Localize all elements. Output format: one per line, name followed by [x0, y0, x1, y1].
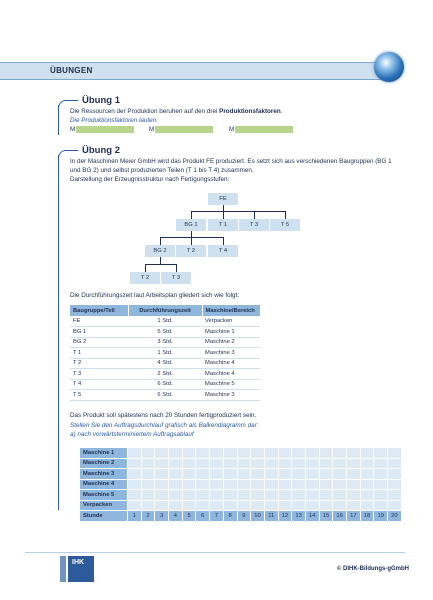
- gantt-hour-number: 2: [141, 511, 155, 522]
- tree-link: [223, 211, 224, 219]
- gantt-cell[interactable]: [182, 458, 196, 469]
- answer-field-2-prefix: M: [149, 126, 155, 134]
- gantt-row-label: Maschine 1: [80, 448, 128, 459]
- exercise-2-title: Übung 2: [82, 145, 120, 156]
- gantt-hour-number: 1: [128, 511, 142, 522]
- table-cell: 1 Std.: [128, 348, 202, 359]
- gantt-hours-row: [80, 511, 402, 522]
- gantt-cell[interactable]: [347, 490, 361, 501]
- exercise-1-text: [70, 107, 282, 116]
- gantt-cell[interactable]: [223, 448, 237, 459]
- gantt-hour-number: 10: [251, 511, 265, 522]
- gantt-hour-number: 13: [292, 511, 306, 522]
- table-cell: T 3: [70, 369, 128, 380]
- gantt-cell[interactable]: [347, 469, 361, 480]
- gantt-cell[interactable]: [223, 490, 237, 501]
- gantt-cell[interactable]: [196, 469, 210, 480]
- gantt-cell[interactable]: [182, 469, 196, 480]
- table-cell: Maschine 5: [202, 379, 260, 390]
- gantt-cell[interactable]: [155, 469, 169, 480]
- gantt-cell[interactable]: [360, 469, 374, 480]
- gantt-cell[interactable]: [169, 448, 183, 459]
- gantt-cell[interactable]: [141, 469, 155, 480]
- gantt-cell[interactable]: [319, 448, 333, 459]
- tree-node-fe: FE: [208, 193, 238, 205]
- gantt-cell[interactable]: [292, 500, 306, 511]
- exercise-2-intro-1: In der Maschinen Meier GmbH wird das Produkt FE produziert. Es setzt sich aus verschiedenen Baugruppen (BG 1: [70, 158, 392, 165]
- exercise-1-prompt: Die Produktionsfaktoren lauten:: [70, 117, 158, 124]
- table-cell: Maschine 1: [202, 327, 260, 338]
- gantt-cell[interactable]: [251, 500, 265, 511]
- exercise-2-intro-2: und BG 2) und selbst produzierten Teilen (T 1 bis T 4) zusammen.: [70, 167, 254, 174]
- gantt-cell[interactable]: [347, 479, 361, 490]
- gantt-cell[interactable]: [388, 500, 402, 511]
- deadline-text: Das Produkt soll spätestens nach 20 Stunden fertigproduziert sein.: [70, 412, 257, 419]
- gantt-cell[interactable]: [292, 469, 306, 480]
- gantt-cell[interactable]: [264, 490, 278, 501]
- table-cell: Maschine 2: [202, 337, 260, 348]
- answer-field-1-input[interactable]: [76, 126, 134, 133]
- table-row: [70, 379, 260, 390]
- tree-node-bg2: BG 2: [145, 245, 175, 257]
- gantt-cell[interactable]: [264, 500, 278, 511]
- gantt-cell[interactable]: [182, 490, 196, 501]
- gantt-cell[interactable]: [374, 458, 388, 469]
- gantt-cell[interactable]: [251, 458, 265, 469]
- tree-node-t4: T 4: [208, 245, 238, 257]
- gantt-cell[interactable]: [347, 458, 361, 469]
- gantt-cell[interactable]: [333, 458, 347, 469]
- gantt-cell[interactable]: [237, 490, 251, 501]
- section-title: ÜBUNGEN: [50, 66, 93, 75]
- gantt-cell[interactable]: [141, 500, 155, 511]
- gantt-cell[interactable]: [319, 458, 333, 469]
- tree-link: [191, 211, 192, 219]
- gantt-cell[interactable]: [388, 458, 402, 469]
- tree-link: [145, 264, 177, 265]
- exercise-1-title: Übung 1: [82, 95, 120, 106]
- gantt-cell[interactable]: [374, 500, 388, 511]
- tree-link: [145, 264, 146, 272]
- gantt-cell[interactable]: [210, 490, 224, 501]
- gantt-cell[interactable]: [128, 448, 142, 459]
- exercise-2-intro-3: Darstellung der Erzeugnisstruktur nach Fertigungsstufen:: [70, 176, 230, 183]
- table-cell: BG 2: [70, 337, 128, 348]
- gantt-cell[interactable]: [319, 479, 333, 490]
- gantt-cell[interactable]: [128, 458, 142, 469]
- gantt-cell[interactable]: [347, 500, 361, 511]
- tree-node-bg1: BG 1: [176, 219, 206, 231]
- gantt-cell[interactable]: [182, 479, 196, 490]
- table-header-cell: Maschine/Bereich: [202, 305, 260, 316]
- gantt-cell[interactable]: [223, 458, 237, 469]
- gantt-cell[interactable]: [333, 448, 347, 459]
- gantt-cell[interactable]: [237, 448, 251, 459]
- gantt-cell[interactable]: [305, 490, 319, 501]
- gantt-hour-number: 16: [333, 511, 347, 522]
- table-cell: 4 Std.: [128, 358, 202, 369]
- tree-link: [191, 211, 285, 212]
- table-header-row: [70, 305, 260, 316]
- gantt-cell[interactable]: [305, 458, 319, 469]
- tree-link: [223, 237, 224, 245]
- gantt-hour-number: 7: [210, 511, 224, 522]
- gantt-hour-number: 4: [169, 511, 183, 522]
- table-row: [70, 327, 260, 338]
- gantt-grid[interactable]: [79, 447, 402, 522]
- gantt-hour-number: 14: [305, 511, 319, 522]
- gantt-cell[interactable]: [237, 479, 251, 490]
- gantt-cell[interactable]: [196, 479, 210, 490]
- table-cell: T 1: [70, 348, 128, 359]
- gantt-cell[interactable]: [292, 448, 306, 459]
- table-cell: Maschine 3: [202, 348, 260, 359]
- table-cell: Maschine 4: [202, 358, 260, 369]
- gantt-cell[interactable]: [360, 479, 374, 490]
- gantt-cell[interactable]: [182, 500, 196, 511]
- gantt-cell[interactable]: [210, 469, 224, 480]
- gantt-cell[interactable]: [237, 458, 251, 469]
- gantt-hour-number: 20: [388, 511, 402, 522]
- table-cell: 2 Std.: [128, 369, 202, 380]
- gantt-cell[interactable]: [333, 479, 347, 490]
- gantt-hour-number: 15: [319, 511, 333, 522]
- exercise-2-line: [58, 155, 59, 510]
- gantt-hour-number: 9: [237, 511, 251, 522]
- gantt-cell[interactable]: [196, 458, 210, 469]
- header-orb-icon: [374, 52, 404, 82]
- table-row: [70, 337, 260, 348]
- gantt-cell[interactable]: [305, 500, 319, 511]
- gantt-cell[interactable]: [319, 490, 333, 501]
- gantt-cell[interactable]: [155, 458, 169, 469]
- gantt-cell[interactable]: [305, 479, 319, 490]
- gantt-cell[interactable]: [210, 458, 224, 469]
- table-row: [70, 369, 260, 380]
- gantt-cell[interactable]: [182, 448, 196, 459]
- gantt-hour-number: 12: [278, 511, 292, 522]
- ihk-logo: [68, 556, 94, 582]
- gantt-cell[interactable]: [210, 448, 224, 459]
- copyright: © DIHK-Bildungs-gGmbH: [336, 566, 409, 572]
- gantt-cell[interactable]: [251, 479, 265, 490]
- gantt-cell[interactable]: [169, 458, 183, 469]
- gantt-cell[interactable]: [128, 500, 142, 511]
- gantt-cell[interactable]: [347, 448, 361, 459]
- gantt-cell[interactable]: [141, 448, 155, 459]
- gantt-cell[interactable]: [141, 479, 155, 490]
- table-cell: 6 Std.: [128, 379, 202, 390]
- exercise-1-text-pre: Die Ressourcen der Produktion beruhen auf den drei: [70, 108, 220, 115]
- table-cell: BG 1: [70, 327, 128, 338]
- table-header-cell: Baugruppe/Teil: [70, 305, 128, 316]
- answer-field-1[interactable]: [70, 126, 134, 133]
- gantt-cell[interactable]: [128, 469, 142, 480]
- tree-node-t1: T 1: [208, 219, 238, 231]
- gantt-cell[interactable]: [360, 500, 374, 511]
- table-cell: 6 Std.: [128, 390, 202, 401]
- gantt-row: [80, 448, 402, 459]
- gantt-row: [80, 479, 402, 490]
- table-cell: FE: [70, 316, 128, 327]
- gantt-cell[interactable]: [196, 448, 210, 459]
- gantt-cell[interactable]: [360, 458, 374, 469]
- gantt-cell[interactable]: [388, 479, 402, 490]
- gantt-cell[interactable]: [333, 469, 347, 480]
- gantt-cell[interactable]: [210, 500, 224, 511]
- gantt-hours-label: Stunde: [80, 511, 128, 522]
- gantt-cell[interactable]: [319, 469, 333, 480]
- gantt-row: [80, 469, 402, 480]
- gantt-cell[interactable]: [360, 490, 374, 501]
- gantt-cell[interactable]: [251, 469, 265, 480]
- gantt-cell[interactable]: [278, 448, 292, 459]
- gantt-cell[interactable]: [374, 448, 388, 459]
- exercise-1-line: [58, 105, 59, 135]
- answer-field-3-input[interactable]: [235, 126, 293, 133]
- gantt-cell[interactable]: [333, 500, 347, 511]
- tree-node-t3-sub: T 3: [161, 272, 191, 284]
- gantt-cell[interactable]: [292, 458, 306, 469]
- gantt-cell[interactable]: [278, 500, 292, 511]
- gantt-cell[interactable]: [388, 490, 402, 501]
- gantt-row-label: Verpacken: [80, 500, 128, 511]
- gantt-cell[interactable]: [141, 490, 155, 501]
- gantt-cell[interactable]: [237, 469, 251, 480]
- gantt-hour-number: 3: [155, 511, 169, 522]
- gantt-cell[interactable]: [333, 490, 347, 501]
- gantt-hour-number: 17: [347, 511, 361, 522]
- gantt-cell[interactable]: [196, 500, 210, 511]
- answer-field-3-prefix: M: [229, 126, 235, 134]
- gantt-cell[interactable]: [169, 490, 183, 501]
- gantt-cell[interactable]: [128, 479, 142, 490]
- answer-field-3[interactable]: [229, 126, 293, 133]
- answer-field-1-prefix: M: [70, 126, 76, 134]
- tree-link: [191, 237, 192, 245]
- table-cell: 3 Std.: [128, 337, 202, 348]
- table-cell: Maschine 4: [202, 369, 260, 380]
- gantt-cell[interactable]: [251, 448, 265, 459]
- gantt-row-label: Maschine 4: [80, 479, 128, 490]
- table-cell: 5 Std.: [128, 327, 202, 338]
- table-cell: T 2: [70, 358, 128, 369]
- table-cell: T 4: [70, 379, 128, 390]
- gantt-cell[interactable]: [360, 448, 374, 459]
- gantt-hour-number: 11: [264, 511, 278, 522]
- tree-node-t3: T 3: [239, 219, 269, 231]
- gantt-cell[interactable]: [292, 490, 306, 501]
- gantt-cell[interactable]: [305, 448, 319, 459]
- logo-text: IHK: [72, 559, 85, 566]
- gantt-row: [80, 458, 402, 469]
- gantt-cell[interactable]: [223, 500, 237, 511]
- gantt-row-label: Maschine 3: [80, 469, 128, 480]
- gantt-cell[interactable]: [169, 469, 183, 480]
- task-text-1: Stellen Sie den Auftragsdurchlauf grafisch als Balkendiagramm dar:: [70, 422, 259, 429]
- gantt-cell[interactable]: [264, 469, 278, 480]
- tree-node-t2-sub: T 2: [130, 272, 160, 284]
- gantt-cell[interactable]: [374, 490, 388, 501]
- gantt-cell[interactable]: [305, 469, 319, 480]
- tree-link: [176, 264, 177, 272]
- gantt-cell[interactable]: [223, 479, 237, 490]
- gantt-cell[interactable]: [251, 490, 265, 501]
- task-text-2: a) nach vorwärtsterminiertem Auftragsablauf: [70, 431, 194, 438]
- gantt-cell[interactable]: [278, 490, 292, 501]
- answer-field-2-input[interactable]: [155, 126, 213, 133]
- table-row: [70, 358, 260, 369]
- tree-node-t2: T 2: [176, 245, 206, 257]
- table-cell: Verpacken: [202, 316, 260, 327]
- gantt-cell[interactable]: [278, 458, 292, 469]
- gantt-cell[interactable]: [196, 490, 210, 501]
- work-plan-table: [70, 305, 261, 401]
- table-row: [70, 390, 260, 401]
- gantt-row-label: Maschine 2: [80, 458, 128, 469]
- table-cell: 1 Std.: [128, 316, 202, 327]
- gantt-cell[interactable]: [128, 490, 142, 501]
- table-cell: T 5: [70, 390, 128, 401]
- gantt-hour-number: 18: [360, 511, 374, 522]
- gantt-cell[interactable]: [264, 479, 278, 490]
- gantt-hour-number: 8: [223, 511, 237, 522]
- table-row: [70, 348, 260, 359]
- gantt-hour-number: 19: [374, 511, 388, 522]
- tree-link: [254, 211, 255, 219]
- tree-link: [285, 211, 286, 219]
- gantt-hour-number: 6: [196, 511, 210, 522]
- tree-link: [160, 237, 161, 245]
- exercise-1-text-bold: Produktionsfaktoren: [219, 108, 281, 115]
- gantt-cell[interactable]: [278, 469, 292, 480]
- gantt-cell[interactable]: [155, 490, 169, 501]
- gantt-row: [80, 490, 402, 501]
- gantt-cell[interactable]: [374, 469, 388, 480]
- table-header-cell: Durchführungszeit: [128, 305, 202, 316]
- gantt-cell[interactable]: [388, 448, 402, 459]
- gantt-row-label: Maschine 5: [80, 490, 128, 501]
- logo-stripe: [60, 556, 66, 582]
- gantt-cell[interactable]: [223, 469, 237, 480]
- answer-field-2[interactable]: [149, 126, 213, 133]
- gantt-cell[interactable]: [141, 458, 155, 469]
- gantt-cell[interactable]: [210, 479, 224, 490]
- gantt-cell[interactable]: [155, 448, 169, 459]
- gantt-cell[interactable]: [264, 458, 278, 469]
- table-row: [70, 316, 260, 327]
- footer-divider: [25, 552, 405, 553]
- gantt-cell[interactable]: [264, 448, 278, 459]
- gantt-cell[interactable]: [278, 479, 292, 490]
- exercise-1-text-post: .: [280, 108, 283, 115]
- gantt-cell[interactable]: [155, 500, 169, 511]
- gantt-hour-number: 5: [182, 511, 196, 522]
- gantt-cell[interactable]: [169, 479, 183, 490]
- gantt-cell[interactable]: [292, 479, 306, 490]
- gantt-row: [80, 500, 402, 511]
- tree-link: [160, 257, 161, 264]
- table-cell: Maschine 3: [202, 390, 260, 401]
- gantt-cell[interactable]: [155, 479, 169, 490]
- gantt-cell[interactable]: [319, 500, 333, 511]
- gantt-cell[interactable]: [237, 500, 251, 511]
- gantt-cell[interactable]: [169, 500, 183, 511]
- gantt-cell[interactable]: [374, 479, 388, 490]
- tree-node-t5: T 5: [270, 219, 300, 231]
- table-caption: Die Durchführungszeit laut Arbeitsplan gliedert sich wie folgt:: [70, 292, 240, 299]
- gantt-cell[interactable]: [388, 469, 402, 480]
